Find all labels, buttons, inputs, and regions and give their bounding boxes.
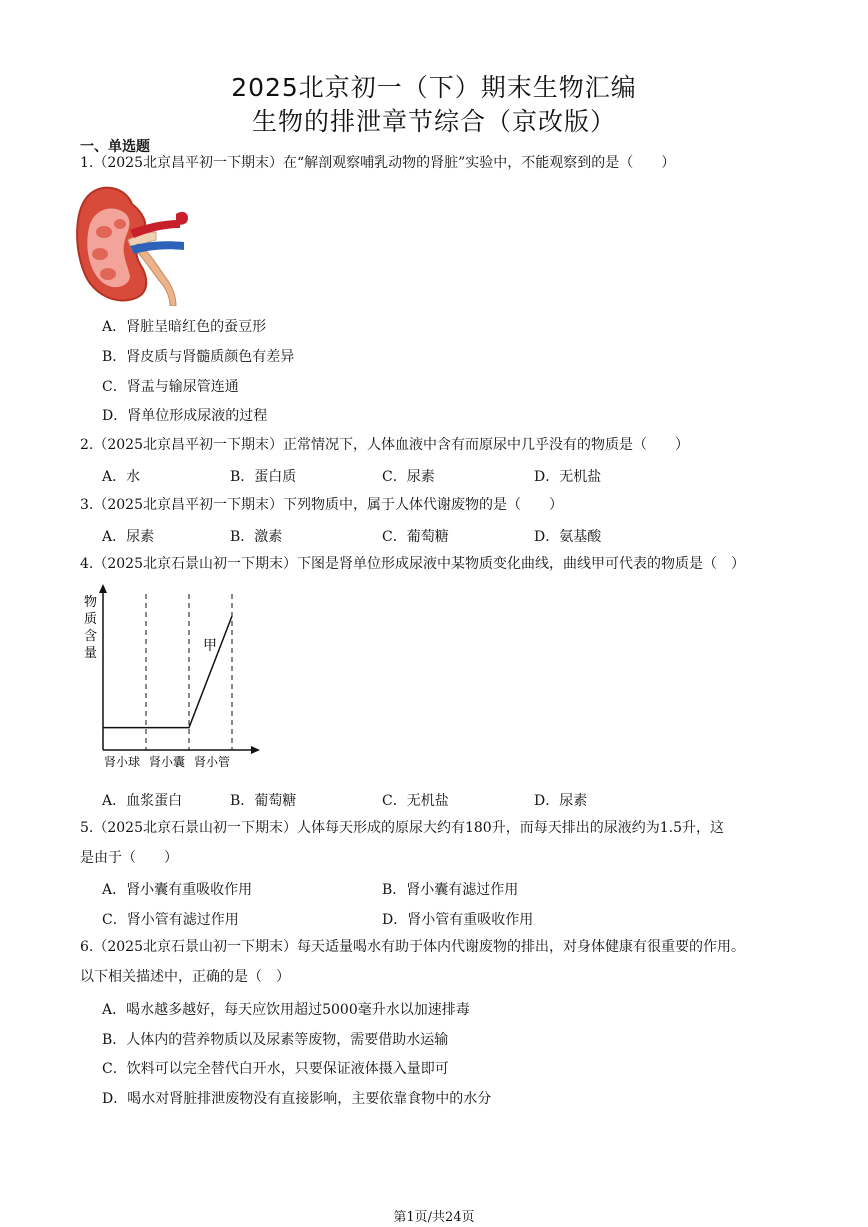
q3-option-a: A．尿素 — [102, 529, 155, 545]
curve-label: 甲 — [203, 638, 217, 654]
q1-option-c: C．肾盂与输尿管连通 — [102, 379, 239, 395]
question-3-stem: 3.（2025北京昌平初一下期末）下列物质中，属于人体代谢废物的是（ ） — [80, 497, 563, 513]
page-subtitle: 生物的排泄章节综合（京改版） — [251, 107, 616, 136]
y-axis-label-char: 质 — [84, 612, 98, 627]
page-title: 2025北京初一（下）期末生物汇编 — [231, 73, 637, 102]
q6-option-c: C．饮料可以完全替代白开水，只要保证液体摄入量即可 — [102, 1061, 449, 1077]
kidney-illustration — [76, 184, 188, 306]
q4-option-b: B．葡萄糖 — [230, 793, 297, 809]
q2-option-b: B．蛋白质 — [230, 469, 297, 485]
q3-option-b: B．激素 — [230, 529, 283, 545]
q6-option-b: B．人体内的营养物质以及尿素等废物，需要借助水运输 — [102, 1032, 449, 1048]
q6-option-a: A．喝水越多越好，每天应饮用超过5000毫升水以加速排毒 — [102, 1002, 470, 1018]
q4-option-d: D．尿素 — [534, 793, 588, 809]
question-2-stem: 2.（2025北京昌平初一下期末）正常情况下，人体血液中含有而原尿中几乎没有的物质是（ ） — [80, 437, 689, 453]
q3-option-c: C．葡萄糖 — [382, 529, 449, 545]
section-heading: 一、单选题 — [80, 139, 150, 155]
q2-option-a: A．水 — [102, 469, 141, 485]
q5-option-b: B．肾小囊有滤过作用 — [382, 882, 519, 898]
q1-option-d: D．肾单位形成尿液的过程 — [102, 408, 268, 424]
question-1-stem: 1.（2025北京昌平初一下期末）在“解剖观察哺乳动物的肾脏”实验中，不能观察到的是（ ） — [80, 155, 676, 171]
q1-option-a: A．肾脏呈暗红色的蚕豆形 — [102, 319, 267, 335]
q6-option-d: D．喝水对肾脏排泄废物没有直接影响，主要依靠食物中的水分 — [102, 1091, 492, 1107]
y-axis-arrow — [99, 584, 107, 593]
substance-curve-graph — [76, 582, 266, 774]
q4-option-a: A．血浆蛋白 — [102, 793, 183, 809]
y-axis-label-char: 量 — [84, 646, 98, 661]
question-4-stem: 4.（2025北京石景山初一下期末）下图是肾单位形成尿液中某物质变化曲线，曲线甲可代表的物质是（ ） — [80, 556, 745, 572]
q3-option-d: D．氨基酸 — [534, 529, 602, 545]
q1-option-b: B．肾皮质与肾髓质颜色有差异 — [102, 349, 295, 365]
x-axis-arrow — [251, 746, 260, 754]
question-6-stem-line1: 6.（2025北京石景山初一下期末）每天适量喝水有助于体内代谢废物的排出，对身体健康有很重要的作用。 — [80, 939, 745, 955]
question-5-stem-line2: 是由于（ ） — [80, 850, 178, 866]
series-line-jia — [103, 616, 232, 728]
q5-option-c: C．肾小管有滤过作用 — [102, 912, 239, 928]
y-axis-label-char: 含 — [84, 629, 98, 644]
y-axis-label-char: 物 — [84, 595, 98, 610]
q5-option-a: A．肾小囊有重吸收作用 — [102, 882, 253, 898]
q5-option-d: D．肾小管有重吸收作用 — [382, 912, 534, 928]
q2-option-d: D．无机盐 — [534, 469, 602, 485]
question-6-stem-line2: 以下相关描述中，正确的是（ ） — [80, 969, 290, 985]
q2-option-c: C．尿素 — [382, 469, 435, 485]
question-5-stem-line1: 5.（2025北京石景山初一下期末）人体每天形成的原尿大约有180升，而每天排出的尿液约为1.5升，这 — [80, 820, 724, 836]
x-tick-label: 肾小管 — [194, 755, 231, 769]
x-tick-label: 肾小囊 — [149, 755, 186, 769]
page-footer: 第1页/共24页 — [393, 1210, 475, 1225]
x-tick-label: 肾小球 — [104, 755, 141, 769]
q4-option-c: C．无机盐 — [382, 793, 449, 809]
